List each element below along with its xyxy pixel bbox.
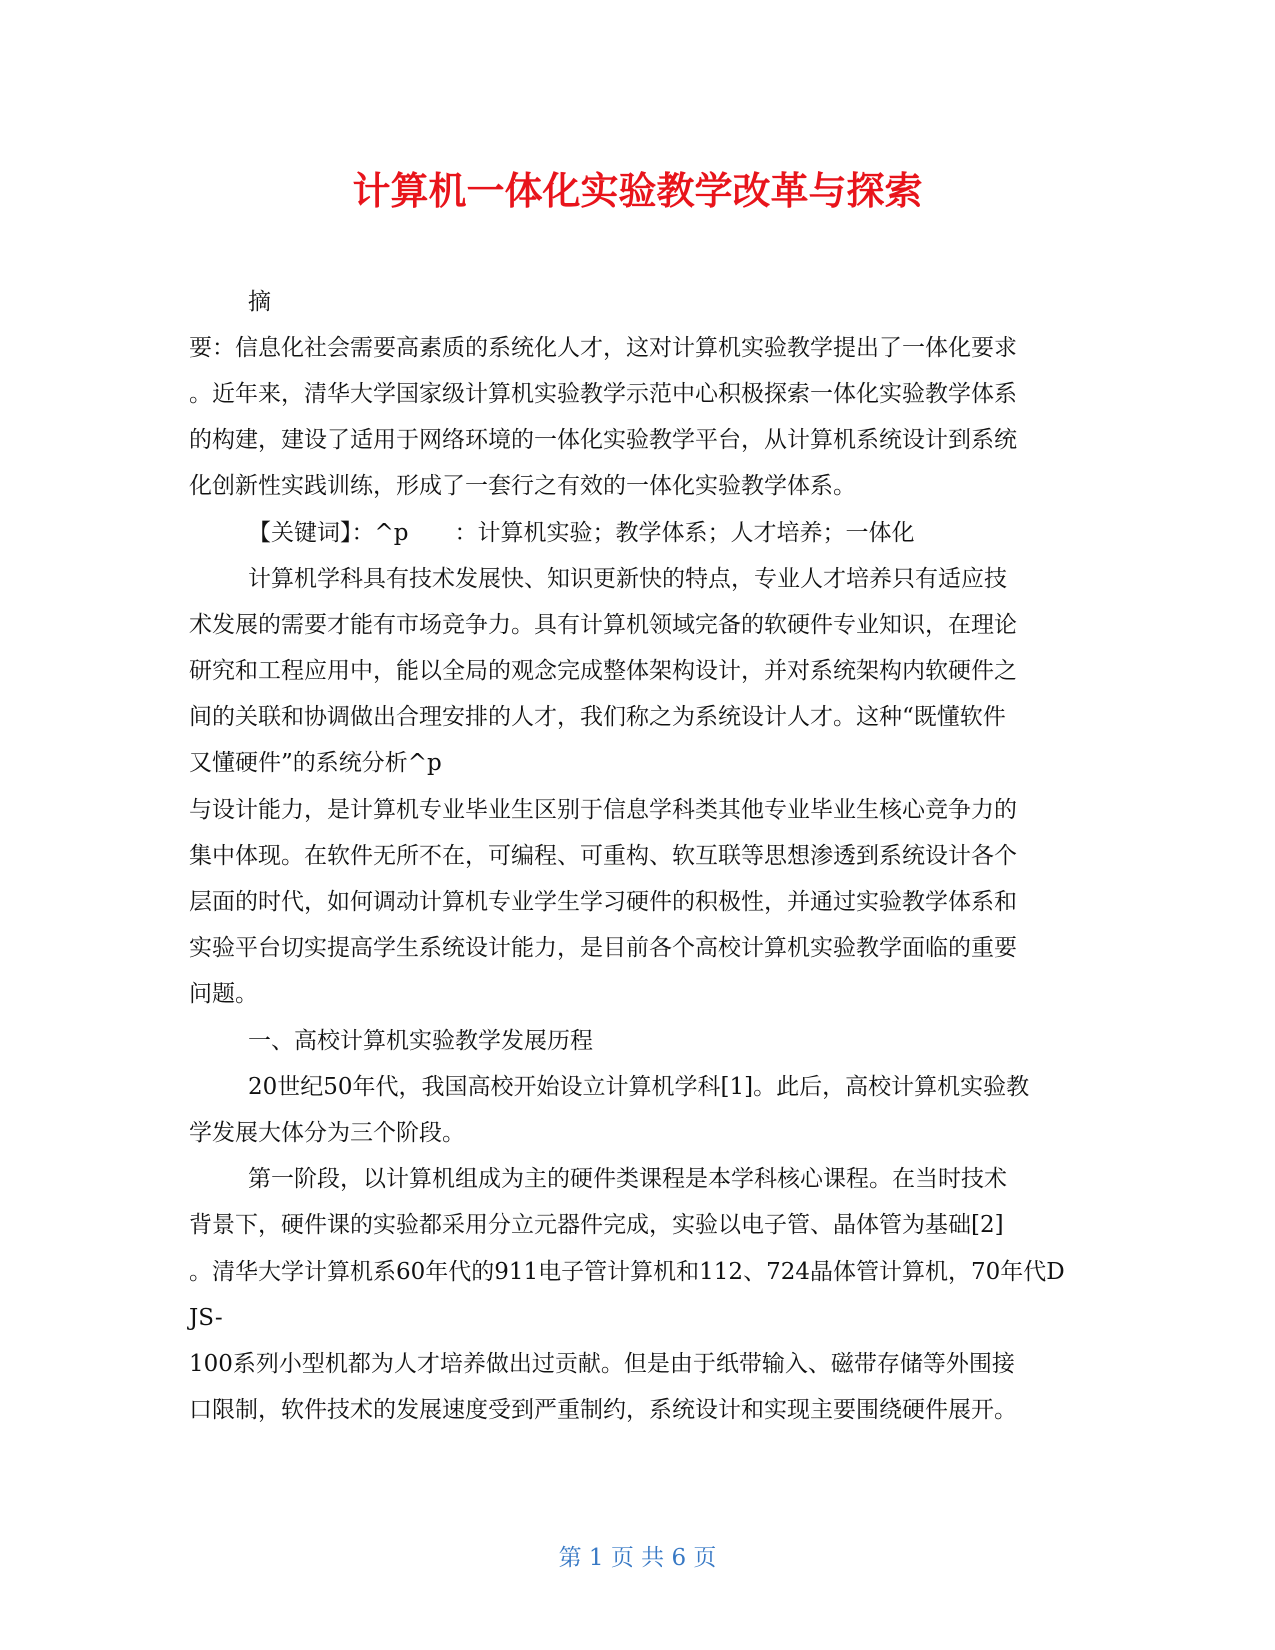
body-line: 又懂硬件”的系统分析^p — [189, 750, 442, 776]
body-line: 口限制，软件技术的发展速度受到严重制约，系统设计和实现主要围绕硬件展开。 — [189, 1397, 1017, 1423]
abstract-line: 。近年来，清华大学国家级计算机实验教学示范中心积极探索一体化实验教学体系 — [189, 381, 1017, 407]
body-line: 实验平台切实提高学生系统设计能力，是目前各个高校计算机实验教学面临的重要 — [189, 935, 1017, 961]
document-title: 计算机一体化实验教学改革与探索 — [352, 169, 923, 213]
body-line: 计算机学科具有技术发展快、知识更新快的特点，专业人才培养只有适应技 — [248, 566, 1007, 592]
body-line: 学发展大体分为三个阶段。 — [189, 1120, 465, 1146]
section-heading: 一、高校计算机实验教学发展历程 — [248, 1028, 593, 1054]
body-line: 层面的时代，如何调动计算机专业学生学习硬件的积极性，并通过实验教学体系和 — [189, 889, 1017, 915]
abstract-line: 化创新性实践训练，形成了一套行之有效的一体化实验教学体系。 — [189, 473, 856, 499]
page-number-footer: 第 1 页 共 6 页 — [558, 1545, 717, 1571]
body-line: 。清华大学计算机系60年代的911电子管计算机和112、724晶体管计算机，70年代D — [189, 1259, 1065, 1285]
abstract-line: 的构建，建设了适用于网络环境的一体化实验教学平台，从计算机系统设计到系统 — [189, 427, 1017, 453]
body-line: 与设计能力，是计算机专业毕业生区别于信息学科类其他专业毕业生核心竞争力的 — [189, 797, 1017, 823]
body-line: 研究和工程应用中，能以全局的观念完成整体架构设计，并对系统架构内软硬件之 — [189, 658, 1017, 684]
body-line: 100系列小型机都为人才培养做出过贡献。但是由于纸带输入、磁带存储等外围接 — [189, 1351, 1015, 1377]
body-line: 术发展的需要才能有市场竞争力。具有计算机领域完备的软硬件专业知识，在理论 — [189, 612, 1017, 638]
keywords-line: 【关键词】：^p ：计算机实验；教学体系；人才培养；一体化 — [248, 520, 915, 546]
body-line: 间的关联和协调做出合理安排的人才，我们称之为系统设计人才。这种“既懂软件 — [189, 704, 1006, 730]
abstract-label-line: 摘 — [248, 289, 271, 315]
body-line: 第一阶段，以计算机组成为主的硬件类课程是本学科核心课程。在当时技术 — [248, 1166, 1007, 1192]
body-line: 20世纪50年代，我国高校开始设立计算机学科[1]。此后，高校计算机实验教 — [248, 1074, 1030, 1100]
abstract-line: 要：信息化社会需要高素质的系统化人才，这对计算机实验教学提出了一体化要求 — [189, 335, 1017, 361]
body-line: JS- — [189, 1305, 223, 1331]
body-line: 集中体现。在软件无所不在，可编程、可重构、软互联等思想渗透到系统设计各个 — [189, 843, 1017, 869]
body-line: 背景下，硬件课的实验都采用分立元器件完成，实验以电子管、晶体管为基础[2] — [189, 1212, 1004, 1238]
body-line: 问题。 — [189, 981, 258, 1007]
